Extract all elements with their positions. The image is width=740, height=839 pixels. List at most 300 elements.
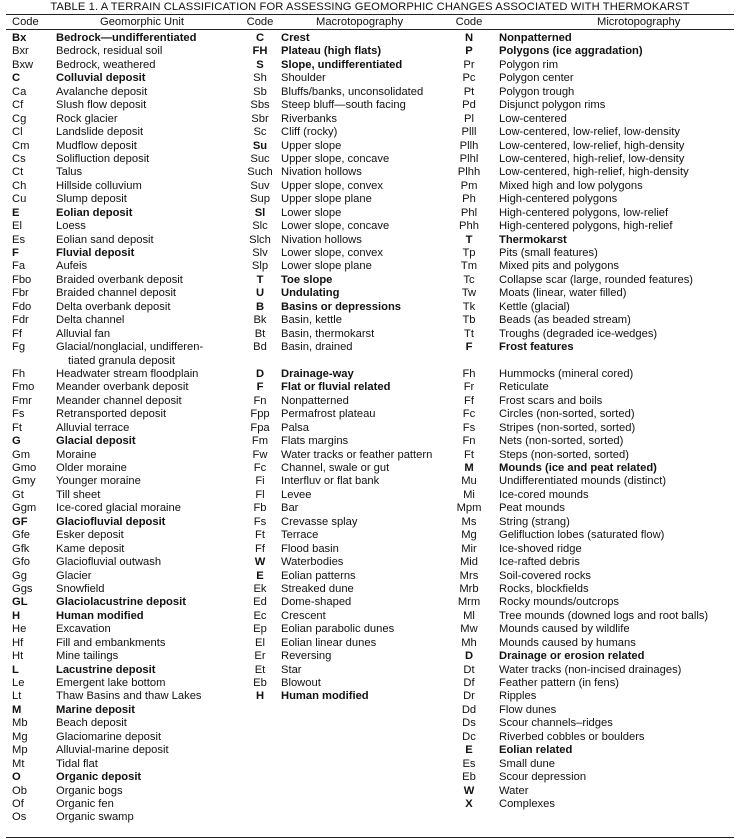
macrotopography-description: Eolian linear dunes: [281, 636, 377, 649]
geomorphic-unit-code: Gmo: [12, 462, 37, 475]
geomorphic-unit-description: Retransported deposit: [56, 408, 167, 421]
microtopography-row: [455, 704, 737, 717]
microtopography-description: Flow dunes: [499, 703, 557, 716]
geomorphic-unit-description: Moraine: [56, 448, 97, 461]
microtopography-row: [455, 435, 737, 448]
macrotopography-code: Ft: [255, 529, 265, 542]
microtopography-row: [455, 637, 737, 650]
microtopography-row: [455, 247, 737, 260]
geomorphic-unit-description: Eolian deposit: [56, 206, 133, 219]
microtopography-row: [455, 274, 737, 287]
geomorphic-unit-description: Solifluction deposit: [56, 152, 150, 165]
macrotopography-description: Lower slope, convex: [281, 247, 383, 259]
microtopography-code: Tp: [462, 247, 476, 259]
geomorphic-unit-description: Glacial deposit: [56, 435, 136, 448]
geomorphic-unit-row: [12, 328, 242, 341]
microtopography-code: Dr: [463, 690, 475, 703]
geomorphic-unit-code: Ggm: [12, 502, 37, 515]
microtopography-code: Ff: [464, 394, 474, 407]
microtopography-row: [455, 153, 737, 166]
macrotopography-description: Basin, kettle: [281, 314, 342, 327]
geomorphic-unit-row: [12, 664, 242, 677]
geomorphic-unit-row: [12, 717, 242, 730]
geomorphic-unit-row: [12, 408, 242, 421]
geomorphic-unit-row: [12, 274, 242, 287]
macrotopography-description: Eolian patterns: [281, 569, 356, 582]
microtopography-code: Es: [462, 757, 476, 770]
microtopography-row: [455, 408, 737, 421]
microtopography-description: String (strang): [499, 515, 570, 528]
macrotopography-code: Fn: [253, 394, 267, 407]
macrotopography-code: Sh: [253, 72, 267, 85]
geomorphic-unit-description: Till sheet: [56, 488, 101, 501]
microtopography-description: Tree mounds (downed logs and root balls): [499, 609, 709, 622]
macrotopography-description: Channel, swale or gut: [281, 462, 390, 474]
geomorphic-unit-code: Gm: [12, 448, 31, 461]
geomorphic-unit-description: Rock glacier: [56, 112, 118, 125]
geomorphic-unit-description: [56, 341, 242, 368]
geomorphic-unit-row: [12, 556, 242, 569]
geomorphic-unit-row: [12, 180, 242, 193]
geomorphic-unit-code: E: [12, 206, 20, 219]
microtopography-code: Mw: [460, 623, 478, 636]
macrotopography-row: [244, 260, 454, 273]
microtopography-row: [455, 583, 737, 596]
geomorphic-unit-row: [12, 690, 242, 703]
geomorphic-unit-description: Thaw Basins and thaw Lakes: [56, 690, 202, 703]
geomorphic-unit-description: Meander channel deposit: [56, 394, 182, 407]
geomorphic-unit-code: Mt: [12, 757, 25, 770]
microtopography-code: Tc: [463, 273, 475, 286]
microtopography-description: Gelifluction lobes (saturated flow): [499, 529, 665, 542]
macrotopography-code: F: [256, 381, 264, 394]
geomorphic-unit-row: [12, 811, 242, 824]
geomorphic-unit-code: GF: [12, 515, 28, 528]
geomorphic-unit-code: Fh: [12, 367, 26, 380]
microtopography-code: Plll: [461, 126, 477, 139]
macrotopography-code: E: [256, 569, 264, 582]
microtopography-code: Tt: [464, 327, 474, 340]
microtopography-description: Rocks, blockfields: [499, 582, 589, 595]
microtopography-code: Pllh: [459, 139, 479, 152]
macrotopography-row: [244, 502, 454, 515]
macrotopography-row: [244, 650, 454, 663]
microtopography-description: Water: [499, 784, 529, 797]
microtopography-row: [455, 193, 737, 206]
geomorphic-unit-description: Excavation: [56, 623, 111, 636]
macrotopography-row: [244, 690, 454, 703]
microtopography-row: [455, 516, 737, 529]
geomorphic-unit-description: Beach deposit: [56, 717, 127, 730]
macrotopography-description: Crescent: [281, 609, 326, 622]
microtopography-row: [455, 328, 737, 341]
macrotopography-description: Streaked dune: [281, 582, 354, 595]
microtopography-code: Fr: [463, 381, 475, 394]
macrotopography-row: [244, 355, 454, 368]
microtopography-code: Pc: [462, 72, 476, 85]
microtopography-row: [455, 207, 737, 220]
microtopography-row: [455, 32, 737, 45]
geomorphic-unit-code: Mg: [12, 730, 28, 743]
macrotopography-code: Suc: [250, 152, 270, 165]
macrotopography-description: Lower slope plane: [281, 260, 372, 273]
geomorphic-unit-code: Cs: [12, 152, 26, 165]
microtopography-row: [455, 798, 737, 811]
macrotopography-row: [244, 583, 454, 596]
geomorphic-unit-description: Delta channel: [56, 314, 125, 327]
macrotopography-row: [244, 86, 454, 99]
macrotopography-description: Slope, undifferentiated: [281, 58, 403, 71]
microtopography-code: Phh: [459, 220, 479, 233]
geomorphic-unit-code: Fg: [12, 341, 26, 354]
geomorphic-unit-code: L: [12, 663, 19, 676]
microtopography-row: [455, 690, 737, 703]
macrotopography-description: Toe slope: [281, 273, 333, 286]
macrotopography-row: [244, 677, 454, 690]
microtopography-description: Scour channels–ridges: [499, 717, 613, 730]
geomorphic-unit-row: [12, 449, 242, 462]
macrotopography-code: Et: [254, 663, 266, 676]
macrotopography-row: [244, 328, 454, 341]
geomorphic-unit-row: [12, 45, 242, 58]
geomorphic-unit-description: Glacier: [56, 569, 92, 582]
microtopography-description: Feather pattern (in fens): [499, 677, 620, 689]
geomorphic-unit-code: Gt: [12, 488, 24, 501]
geomorphic-unit-row: [12, 113, 242, 126]
geomorphic-unit-row: [12, 86, 242, 99]
macrotopography-code: Such: [247, 166, 273, 179]
microtopography-description: Frost features: [499, 341, 574, 354]
header-code-2: Code: [246, 16, 274, 28]
geomorphic-unit-row: [12, 140, 242, 153]
macrotopography-description: Lower slope: [281, 206, 342, 219]
microtopography-code: Mh: [461, 636, 477, 649]
microtopography-row: [455, 140, 737, 153]
geomorphic-unit-description: Mudflow deposit: [56, 139, 137, 152]
macrotopography-row: [244, 395, 454, 408]
geomorphic-unit-row: [12, 516, 242, 529]
geomorphic-unit-row: [12, 153, 242, 166]
geomorphic-unit-code: G: [12, 435, 21, 448]
microtopography-row: [455, 596, 737, 609]
geomorphic-unit-row: [12, 126, 242, 139]
macrotopography-row: [244, 193, 454, 206]
macrotopography-row: [244, 368, 454, 381]
microtopography-row: [455, 771, 737, 784]
macrotopography-description: Terrace: [281, 529, 319, 542]
macrotopography-description: Nivation hollows: [281, 233, 362, 246]
bottom-rule: [6, 837, 734, 838]
macrotopography-description: Drainage-way: [281, 367, 354, 380]
microtopography-description: Mixed pits and polygons: [499, 260, 620, 273]
macrotopography-code: Eb: [253, 677, 267, 689]
macrotopography-row: [244, 247, 454, 260]
geomorphic-unit-code: Fmo: [12, 381, 35, 394]
geomorphic-unit-description: Glaciofluvial deposit: [56, 515, 166, 528]
microtopography-description: Collapse scar (large, rounded features): [499, 273, 694, 286]
geomorphic-unit-description: Organic fen: [56, 797, 114, 810]
macrotopography-column: [244, 32, 454, 704]
macrotopography-code: Sb: [253, 85, 267, 98]
geomorphic-unit-row: [12, 677, 242, 690]
microtopography-row: [455, 731, 737, 744]
macrotopography-row: [244, 610, 454, 623]
geomorphic-unit-description: Human modified: [56, 609, 144, 622]
macrotopography-description: Basin, drained: [281, 341, 353, 354]
microtopography-code: Pt: [463, 85, 475, 98]
macrotopography-code: Su: [252, 139, 268, 152]
geomorphic-unit-code: Cf: [12, 99, 24, 112]
geomorphic-unit-description: Bedrock—undifferentiated: [56, 32, 197, 44]
microtopography-row: [455, 260, 737, 273]
macrotopography-row: [244, 529, 454, 542]
macrotopography-row: [244, 475, 454, 488]
macrotopography-description: Star: [281, 663, 302, 676]
geomorphic-unit-description: Alluvial terrace: [56, 421, 130, 434]
geomorphic-unit-description: Glaciofluvial outwash: [56, 556, 162, 569]
microtopography-code: Eb: [462, 771, 476, 784]
macrotopography-description: Reversing: [281, 650, 332, 663]
geomorphic-unit-row: [12, 785, 242, 798]
macrotopography-row: [244, 623, 454, 636]
geomorphic-unit-description: Glaciolacustrine deposit: [56, 596, 186, 609]
microtopography-description: Polygon rim: [499, 58, 559, 71]
geomorphic-unit-description: Braided overbank deposit: [56, 273, 183, 286]
geomorphic-unit-code: Ca: [12, 85, 27, 98]
macrotopography-code: Sbs: [250, 99, 270, 112]
microtopography-code: Mrm: [457, 596, 481, 609]
macrotopography-description: Shoulder: [281, 72, 326, 85]
macrotopography-row: [244, 462, 454, 475]
header-macrotopography: Macrotopography: [316, 16, 404, 28]
geomorphic-unit-row: [12, 341, 242, 368]
microtopography-description: Undifferentiated mounds (distinct): [499, 475, 667, 488]
macrotopography-description: Flat or fluvial related: [281, 381, 391, 394]
geomorphic-unit-description-line: Glacial/nonglacial, undifferen-: [56, 341, 204, 354]
microtopography-description: Steps (non-sorted, sorted): [499, 448, 629, 461]
geomorphic-unit-code: Of: [12, 797, 24, 810]
geomorphic-unit-row: [12, 583, 242, 596]
microtopography-row: [455, 314, 737, 327]
geomorphic-unit-row: [12, 489, 242, 502]
macrotopography-code: Fl: [255, 488, 265, 501]
macrotopography-row: [244, 435, 454, 448]
geomorphic-unit-row: [12, 570, 242, 583]
geomorphic-unit-code: Gmy: [12, 475, 36, 488]
microtopography-code: Mi: [463, 488, 475, 501]
microtopography-code: X: [465, 797, 473, 810]
geomorphic-unit-row: [12, 529, 242, 542]
microtopography-code: Mrb: [459, 582, 479, 595]
macrotopography-row: [244, 637, 454, 650]
microtopography-description: High-centered polygons: [499, 193, 618, 206]
header-microtopography: Microtopography: [597, 16, 681, 28]
geomorphic-unit-description: Delta overbank deposit: [56, 300, 171, 313]
macrotopography-row: [244, 287, 454, 300]
microtopography-description: Low-centered: [499, 112, 567, 125]
microtopography-description: Stripes (non-sorted, sorted): [499, 421, 636, 434]
microtopography-row: [455, 86, 737, 99]
microtopography-description: Disjunct polygon rims: [499, 99, 606, 112]
macrotopography-description: Nonpatterned: [281, 394, 349, 407]
microtopography-description: Nets (non-sorted, sorted): [499, 435, 624, 448]
macrotopography-row: [244, 556, 454, 569]
microtopography-code: W: [463, 784, 475, 797]
macrotopography-code: W: [254, 556, 266, 569]
geomorphic-unit-row: [12, 381, 242, 394]
macrotopography-description: Dome-shaped: [281, 596, 352, 609]
microtopography-description: Mounds caused by wildlife: [499, 623, 630, 636]
macrotopography-row: [244, 180, 454, 193]
macrotopography-row: [244, 220, 454, 233]
geomorphic-unit-row: [12, 758, 242, 771]
microtopography-code: Dt: [463, 663, 475, 676]
microtopography-code: Fc: [462, 408, 476, 421]
geomorphic-unit-description: Emergent lake bottom: [56, 677, 166, 690]
geomorphic-unit-code: Cl: [12, 126, 23, 139]
macrotopography-description: Waterbodies: [281, 556, 344, 569]
geomorphic-unit-code: Hf: [12, 636, 24, 649]
microtopography-code: Mg: [461, 529, 477, 542]
microtopography-row: [455, 368, 737, 381]
geomorphic-unit-description: Bedrock, weathered: [56, 58, 156, 71]
microtopography-row: [455, 395, 737, 408]
geomorphic-unit-description: Kame deposit: [56, 542, 125, 555]
macrotopography-row: [244, 341, 454, 354]
microtopography-description: Beads (as beaded stream): [499, 314, 631, 327]
geomorphic-unit-row: [12, 610, 242, 623]
microtopography-code: Tk: [462, 300, 476, 313]
geomorphic-unit-description: Tidal flat: [56, 757, 98, 770]
microtopography-description: Mounds (ice and peat related): [499, 462, 657, 474]
microtopography-row: [455, 287, 737, 300]
macrotopography-code: S: [256, 58, 264, 71]
macrotopography-description: Upper slope, convex: [281, 179, 383, 192]
microtopography-row: [455, 650, 737, 663]
geomorphic-unit-description: Snowfield: [56, 582, 105, 595]
microtopography-code: D: [464, 650, 474, 663]
geomorphic-unit-row: [12, 596, 242, 609]
geomorphic-unit-code: Mb: [12, 717, 28, 730]
macrotopography-code: B: [255, 300, 265, 313]
geomorphic-unit-code: Gg: [12, 569, 27, 582]
microtopography-row: [455, 422, 737, 435]
geomorphic-unit-description: Organic deposit: [56, 771, 142, 784]
macrotopography-code: Sbr: [251, 112, 269, 125]
geomorphic-unit-code: Bxw: [12, 58, 34, 71]
macrotopography-description: Levee: [281, 488, 312, 501]
macrotopography-row: [244, 234, 454, 247]
microtopography-row: [455, 180, 737, 193]
microtopography-row: [455, 45, 737, 58]
geomorphic-unit-code: Bx: [12, 32, 27, 44]
macrotopography-code: Bd: [253, 341, 267, 354]
microtopography-code: F: [465, 341, 473, 354]
macrotopography-row: [244, 99, 454, 112]
microtopography-description: Small dune: [499, 757, 555, 770]
geomorphic-unit-description: Loess: [56, 220, 86, 233]
header-rule: [6, 29, 734, 30]
geomorphic-unit-code: M: [12, 703, 22, 716]
macrotopography-code: Fc: [253, 462, 267, 474]
macrotopography-description: Flood basin: [281, 542, 339, 555]
microtopography-code: Df: [463, 677, 475, 689]
geomorphic-unit-description: Glaciomarine deposit: [56, 730, 162, 743]
geomorphic-unit-description: Alluvial-marine deposit: [56, 744, 169, 757]
microtopography-code: Dc: [462, 730, 476, 743]
microtopography-description: Ripples: [499, 690, 537, 703]
geomorphic-unit-row: [12, 99, 242, 112]
macrotopography-row: [244, 408, 454, 421]
macrotopography-description: Bluffs/banks, unconsolidated: [281, 85, 424, 98]
microtopography-code: Tw: [461, 287, 477, 300]
macrotopography-code: H: [255, 690, 265, 703]
macrotopography-description: Palsa: [281, 421, 309, 434]
geomorphic-unit-code: Ob: [12, 784, 27, 797]
geomorphic-unit-description: Braided channel deposit: [56, 287, 177, 300]
microtopography-code: M: [464, 462, 474, 474]
geomorphic-unit-code: Os: [12, 811, 27, 824]
macrotopography-code: Bk: [253, 314, 267, 327]
microtopography-description: Drainage or erosion related: [499, 650, 645, 663]
microtopography-description: Troughs (degraded ice-wedges): [499, 327, 658, 340]
macrotopography-code: Sup: [250, 193, 270, 206]
geomorphic-unit-description: Older moraine: [56, 462, 127, 475]
geomorphic-unit-code: El: [12, 220, 22, 233]
microtopography-row: [455, 99, 737, 112]
geomorphic-unit-code: Ff: [12, 327, 22, 340]
microtopography-code: Mid: [459, 556, 479, 569]
macrotopography-description: Riverbanks: [281, 112, 337, 125]
microtopography-row: [455, 234, 737, 247]
microtopography-description: Rocky mounds/outcrops: [499, 596, 620, 609]
microtopography-code: Pd: [462, 99, 476, 112]
macrotopography-code: Ek: [253, 582, 267, 595]
geomorphic-unit-code: Ggs: [12, 582, 33, 595]
microtopography-description: Eolian related: [499, 744, 573, 757]
macrotopography-row: [244, 153, 454, 166]
macrotopography-code: Ep: [253, 623, 267, 636]
geomorphic-unit-row: [12, 798, 242, 811]
macrotopography-row: [244, 72, 454, 85]
geomorphic-unit-row: [12, 435, 242, 448]
microtopography-code: Pm: [460, 179, 478, 192]
macrotopography-code: Suv: [250, 179, 270, 192]
microtopography-code: Dd: [461, 703, 477, 716]
geomorphic-unit-description: Meander overbank deposit: [56, 381, 189, 394]
macrotopography-code: Er: [254, 650, 266, 663]
geomorphic-unit-description: Eolian sand deposit: [56, 233, 154, 246]
microtopography-description: Ice-rafted debris: [499, 556, 580, 569]
geomorphic-unit-code: Fa: [12, 260, 26, 273]
microtopography-description: Moats (linear, water filled): [499, 287, 627, 300]
macrotopography-description: Permafrost plateau: [281, 408, 376, 421]
microtopography-code: Mir: [461, 542, 477, 555]
microtopography-row: [455, 529, 737, 542]
geomorphic-unit-description: Organic swamp: [56, 811, 134, 824]
microtopography-row: [455, 113, 737, 126]
macrotopography-description: Undulating: [281, 287, 340, 300]
geomorphic-unit-code: C: [12, 72, 21, 85]
microtopography-row: [455, 220, 737, 233]
table-title: TABLE 1. A TERRAIN CLASSIFICATION FOR ASSESSING GEOMORPHIC CHANGES ASSOCIATED WITH THERMOKARST: [50, 1, 690, 13]
geomorphic-unit-code: Gfk: [12, 542, 30, 555]
geomorphic-unit-description: Headwater stream floodplain: [56, 367, 199, 380]
geomorphic-unit-row: [12, 314, 242, 327]
geomorphic-unit-row: [12, 650, 242, 663]
geomorphic-unit-row: [12, 475, 242, 488]
geomorphic-unit-code: Ch: [12, 179, 27, 192]
